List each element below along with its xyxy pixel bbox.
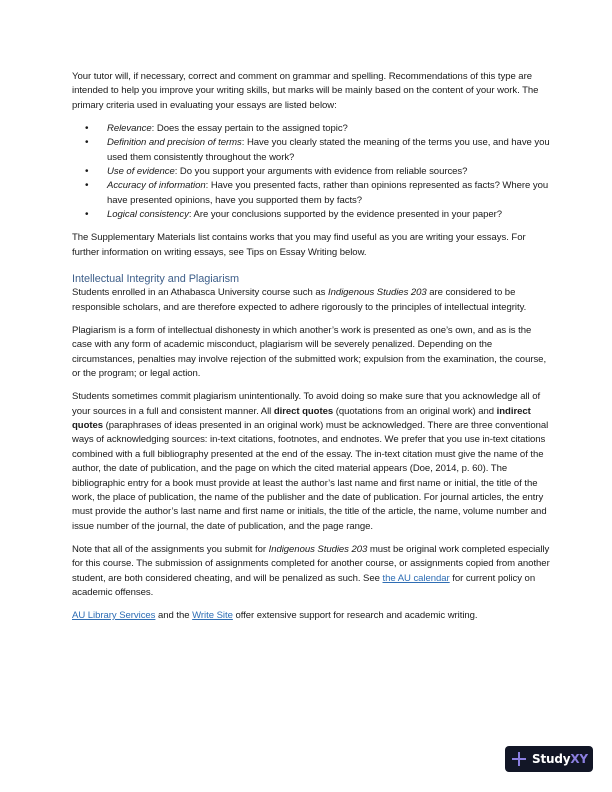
criteria-term: Relevance: [107, 122, 152, 134]
section-heading: Intellectual Integrity and Plagiarism: [72, 273, 240, 286]
criteria-text: : Are your conclusions supported by the evidence presented in your paper?: [188, 209, 503, 221]
text-span: are considered to be responsible scholars, and are therefore expected to adhere rigorously to the principles of intellectual integrity.: [72, 287, 527, 313]
citation-paragraph: [72, 390, 550, 534]
criteria-text: : Have you clearly stated the meaning of the terms you use, and have you used them consistently throughout the work?: [107, 137, 550, 163]
text-span: (quotations from an original work) and: [333, 405, 497, 417]
supplementary-paragraph: The Supplementary Materials list contains works that you may find useful as you are writing your essays. For further information on writing essays, see Tips on Essay Writing below.: [72, 232, 526, 258]
criteria-text: : Have you presented facts, rather than opinions represented as facts? Where you have presented opinions, have you supported them by facts?: [107, 180, 549, 206]
course-name: Indigenous Studies 203: [327, 287, 427, 299]
document-page: [72, 70, 550, 632]
au-library-services-link[interactable]: AU Library Services: [72, 609, 156, 621]
text-span: and the: [155, 609, 193, 621]
text-span: for current policy on academic offenses.: [72, 572, 536, 598]
criteria-list: [72, 122, 550, 223]
criteria-text: : Does the essay pertain to the assigned topic?: [151, 122, 348, 134]
text-span: (paraphrases of ideas presented in an original work) must be acknowledged. There are three conventional ways of acknowledging sources: in-text citations, footnotes, and endnotes. We prefer that you use in-text citations combined with a full bibliography presented at the end of the essay. The in-text citation must give the name of the author, the date of publication, and the page on which the cited material appears (Doe, 2014, p. 60). The bibliographic entry for a book must provide at least the author’s last name and first name or initial, the title of the work, the place of publication, the name of the publisher and the date of publication. For journal articles, the entry must provide the author’s last name and first name or initials, the title of the article, the name, volume number and issue number of the journal, the date of publication, and the page range.: [72, 419, 549, 532]
criteria-text: : Do you support your arguments with evidence from reliable sources?: [174, 166, 468, 178]
direct-quotes-term: direct quotes: [273, 405, 334, 417]
list-item: [107, 179, 550, 208]
text-span: Students enrolled in an Athabasca University course such as: [72, 287, 328, 299]
brand-main: Study: [532, 752, 571, 766]
plagiarism-paragraph: Plagiarism is a form of intellectual dishonesty in which another’s work is presented as one’s own, and as is the case with any form of academic misconduct, plagiarism will be severely penalized. Depending on the circumstances, penalties may involve rejection of the submitted work; expulsion from the examination, the course, or the program; or legal action.: [72, 324, 547, 380]
list-item: [107, 122, 550, 136]
course-name: Indigenous Studies 203: [268, 543, 368, 555]
au-calendar-link[interactable]: the AU calendar: [382, 572, 450, 584]
list-item: [107, 208, 550, 222]
indirect-quotes-term: indirect quotes: [72, 405, 531, 431]
original-work-paragraph: [72, 543, 550, 601]
text-span: Students sometimes commit plagiarism unintentionally. To avoid doing so make sure that you acknowledge all of your sources in a full and consistent manner. All: [72, 391, 541, 417]
list-item: [107, 136, 550, 165]
intro-paragraph: Your tutor will, if necessary, correct and comment on grammar and spelling. Recommendations of this type are intended to help you improve your writing skills, but marks will be mainly based on the content of your work. The primary criteria used in evaluating your essays are listed below:: [72, 71, 539, 111]
write-site-link[interactable]: Write Site: [192, 609, 233, 621]
support-paragraph: [72, 609, 550, 623]
text-span: offer extensive support for research and academic writing.: [232, 609, 478, 621]
plus-icon: [512, 752, 526, 766]
integrity-paragraph: [72, 286, 550, 315]
criteria-term: Definition and precision of terms: [107, 137, 242, 149]
brand-name: [532, 752, 588, 766]
list-item: [107, 165, 550, 179]
criteria-term: Logical consistency: [107, 209, 189, 221]
text-span: Note that all of the assignments you submit for: [72, 543, 269, 555]
text-span: must be original work completed especially for this course. The submission of assignments completed for another course, or assignments copied from another student, are both considered cheating, and will be penalized as such. See: [72, 543, 550, 584]
brand-accent: XY: [570, 752, 588, 766]
studyxy-badge[interactable]: [505, 746, 593, 772]
criteria-term: Accuracy of information: [107, 180, 206, 192]
criteria-term: Use of evidence: [107, 166, 175, 178]
